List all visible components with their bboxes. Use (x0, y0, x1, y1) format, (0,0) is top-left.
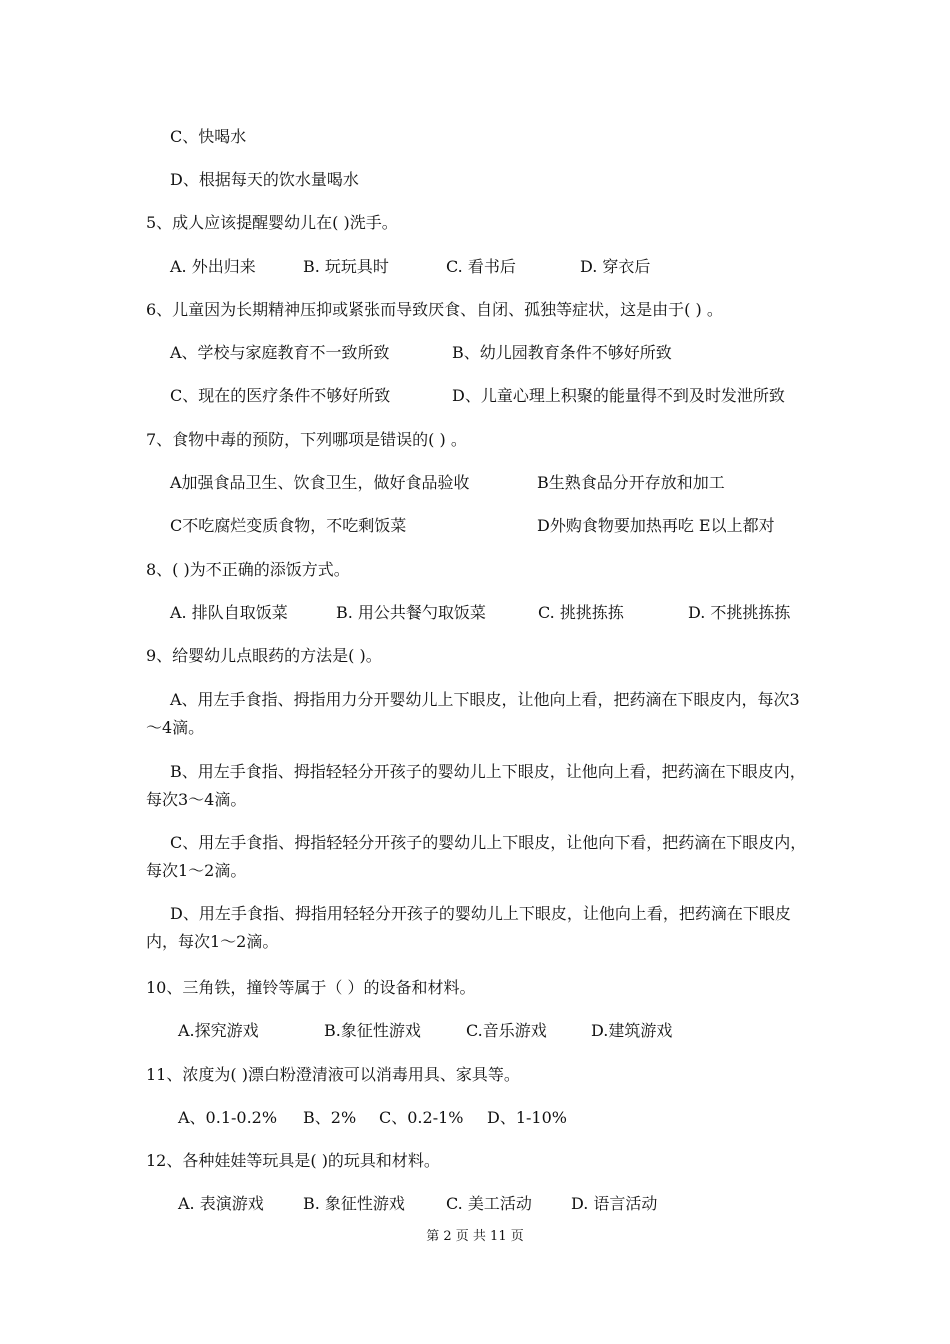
question-12-option-c: C. 美工活动 (446, 1194, 532, 1213)
question-11-option-d: D、1-10% (487, 1108, 567, 1127)
question-9-option-d: D、用左手食指、拇指用轻轻分开孩子的婴幼儿上下眼皮，让他向上看，把药滴在下眼皮内，每次1～2滴。 (146, 904, 791, 951)
question-7-option-b: B生熟食品分开存放和加工 (537, 473, 725, 492)
question-5-option-a: A. 外出归来 (170, 257, 256, 276)
question-10-option-a: A.探究游戏 (178, 1021, 259, 1040)
question-11: 11、浓度为( )漂白粉澄清液可以消毒用具、家具等。 (146, 1065, 520, 1084)
question-7: 7、食物中毒的预防，下列哪项是错误的( ) 。 (146, 430, 467, 449)
question-6-option-b: B、幼儿园教育条件不够好所致 (452, 343, 672, 362)
question-6-option-c: C、现在的医疗条件不够好所致 (170, 386, 391, 405)
question-12-option-b: B. 象征性游戏 (303, 1194, 405, 1213)
question-5: 5、成人应该提醒婴幼儿在( )洗手。 (146, 213, 398, 232)
question-11-option-b: B、2% (303, 1108, 357, 1127)
question-7-option-a: A加强食品卫生、饮食卫生，做好食品验收 (170, 473, 470, 492)
question-8-option-c: C. 挑挑拣拣 (538, 603, 624, 622)
question-9-option-a: A、用左手食指、拇指用力分开婴幼儿上下眼皮，让他向上看，把药滴在下眼皮内，每次3～4滴。 (146, 690, 800, 737)
question-5-option-b: B. 玩玩具时 (303, 257, 389, 276)
option-d-drink-by-amount: D、根据每天的饮水量喝水 (170, 170, 359, 189)
question-10-option-b: B.象征性游戏 (324, 1021, 421, 1040)
page-number-footer: 第 2 页 共 11 页 (426, 1229, 524, 1244)
question-11-option-c: C、0.2-1% (379, 1108, 464, 1127)
question-12: 12、各种娃娃等玩具是( )的玩具和材料。 (146, 1151, 440, 1170)
question-12-option-d: D. 语言活动 (571, 1194, 658, 1213)
question-8-option-b: B. 用公共餐勺取饭菜 (336, 603, 486, 622)
question-5-option-c: C. 看书后 (446, 257, 516, 276)
question-10-option-d: D.建筑游戏 (591, 1021, 673, 1040)
question-7-option-d: D外购食物要加热再吃 E以上都对 (537, 516, 775, 535)
question-9-option-b: B、用左手食指、拇指轻轻分开孩子的婴幼儿上下眼皮，让他向上看，把药滴在下眼皮内，每次3～4滴。 (146, 762, 806, 809)
question-7-option-c: C不吃腐烂变质食物，不吃剩饭菜 (170, 516, 407, 535)
question-8-option-a: A. 排队自取饭菜 (170, 603, 288, 622)
question-5-option-d: D. 穿衣后 (580, 257, 651, 276)
question-9-option-c: C、用左手食指、拇指轻轻分开孩子的婴幼儿上下眼皮，让他向下看，把药滴在下眼皮内，每次1～2滴。 (146, 833, 807, 880)
question-11-option-a: A、0.1-0.2% (178, 1108, 278, 1127)
question-10: 10、三角铁，撞铃等属于（ ）的设备和材料。 (146, 978, 476, 997)
question-12-option-a: A. 表演游戏 (178, 1194, 264, 1213)
question-6-option-d: D、儿童心理上积聚的能量得不到及时发泄所致 (452, 386, 785, 405)
question-8-option-d: D. 不挑挑拣拣 (688, 603, 791, 622)
question-8: 8、( )为不正确的添饭方式。 (146, 560, 350, 579)
option-c-drink-fast: C、快喝水 (170, 127, 247, 146)
question-9: 9、给婴幼儿点眼药的方法是( )。 (146, 646, 382, 665)
question-6: 6、儿童因为长期精神压抑或紧张而导致厌食、自闭、孤独等症状，这是由于( ) 。 (146, 300, 723, 319)
question-10-option-c: C.音乐游戏 (466, 1021, 547, 1040)
question-6-option-a: A、学校与家庭教育不一致所致 (170, 343, 390, 362)
